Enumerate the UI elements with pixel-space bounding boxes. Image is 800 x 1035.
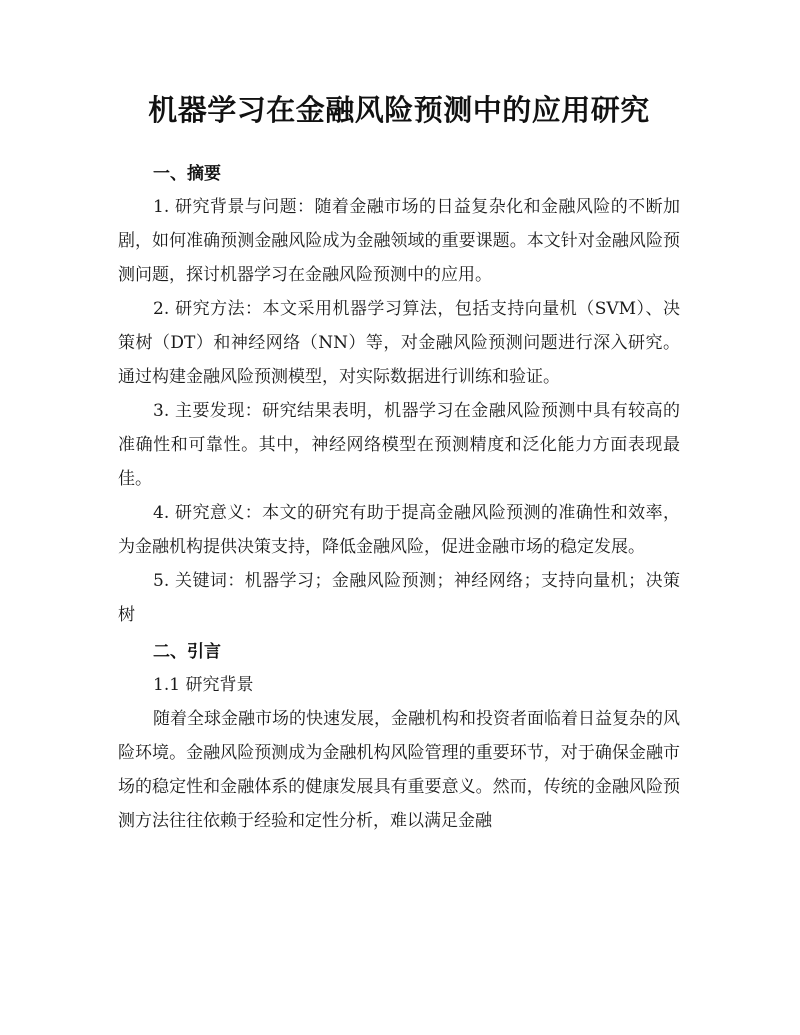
abstract-paragraph-findings: 3. 主要发现：研究结果表明，机器学习在金融风险预测中具有较高的准确性和可靠性。其中，神经网络模型在预测精度和泛化能力方面表现最佳。 (118, 401, 680, 489)
section-heading-introduction: 二、引言 (153, 642, 221, 662)
abstract-paragraph-keywords: 5. 关键词：机器学习；金融风险预测；神经网络；支持向量机；决策树 (118, 571, 680, 625)
abstract-paragraph-significance: 4. 研究意义：本文的研究有助于提高金融风险预测的准确性和效率，为金融机构提供决策支持，降低金融风险，促进金融市场的稳定发展。 (118, 503, 680, 557)
document-title: 机器学习在金融风险预测中的应用研究 (148, 93, 650, 127)
section-heading-abstract: 一、摘要 (153, 164, 221, 184)
abstract-paragraph-methods: 2. 研究方法：本文采用机器学习算法，包括支持向量机（SVM）、决策树（DT）和神经网络（NN）等，对金融风险预测问题进行深入研究。通过构建金融风险预测模型，对实际数据进行训练和验证。 (118, 299, 680, 387)
subsection-heading-background: 1.1 研究背景 (153, 675, 254, 695)
abstract-paragraph-background: 1. 研究背景与问题：随着金融市场的日益复杂化和金融风险的不断加剧，如何准确预测金融风险成为金融领域的重要课题。本文针对金融风险预测问题，探讨机器学习在金融风险预测中的应用。 (118, 197, 680, 285)
introduction-paragraph: 随着全球金融市场的快速发展，金融机构和投资者面临着日益复杂的风险环境。金融风险预测成为金融机构风险管理的重要环节，对于确保金融市场的稳定性和金融体系的健康发展具有重要意义。然而，传统的金融风险预测方法往往依赖于经验和定性分析，难以满足金融 (118, 709, 680, 831)
